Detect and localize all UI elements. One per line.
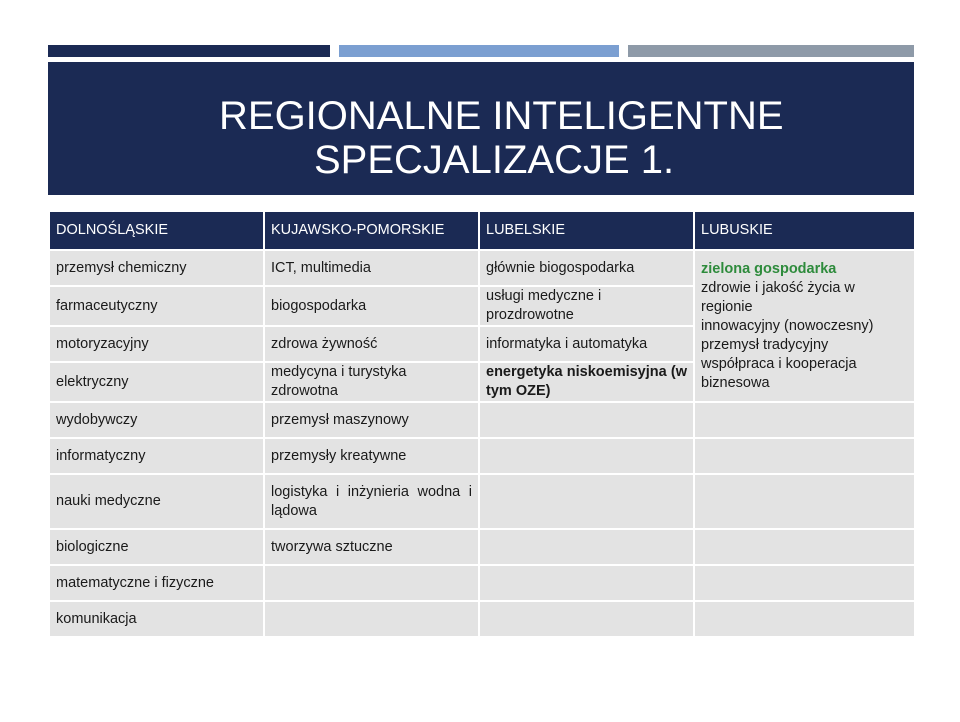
table-row [49,529,915,565]
lubuskie-item: zielona gospodarka [701,260,837,277]
table-cell: informatyczny [49,438,264,474]
table-cell: głównie biogospodarka [479,250,694,286]
column-header-lubuskie: LUBUSKIE [694,211,915,250]
top-accent-bar-blue [339,45,619,57]
table-row [49,402,915,438]
table-cell: komunikacja [49,601,264,637]
table-header-row [49,211,915,250]
table-cell: energetyka niskoemisyjna (w tym OZE) [479,362,694,402]
table-cell: informatyka i automatyka [479,326,694,362]
table-cell-empty [479,601,694,637]
table-cell: medycyna i turystyka zdrowotna [264,362,479,402]
lubuskie-item: innowacyjny (nowoczesny) przemysł tradycyjny [701,317,874,353]
table-row [49,250,915,286]
table-cell-empty [694,601,915,637]
table-cell-empty [479,529,694,565]
table-cell: przemysł chemiczny [49,250,264,286]
table-row [49,601,915,637]
specializations-table [48,210,916,638]
table-cell-empty [264,565,479,601]
table-row [49,438,915,474]
table-cell-empty [694,402,915,438]
table-cell: matematyczne i fizyczne [49,565,264,601]
table-cell: logistyka i inżynieria wodna i lądowa [264,474,479,529]
table-cell-empty [694,474,915,529]
table-cell: zdrowa żywność [264,326,479,362]
table-cell: przemysły kreatywne [264,438,479,474]
table-cell-empty [694,529,915,565]
column-header-kujawsko-pomorskie: KUJAWSKO-POMORSKIE [264,211,479,250]
top-accent-bar-grey [628,45,914,57]
title-banner [48,62,914,195]
slide-title-line-1: REGIONALNE INTELIGENTNE [219,94,784,138]
table-cell: przemysł maszynowy [264,402,479,438]
table-cell: tworzywa sztuczne [264,529,479,565]
table-cell-empty [479,565,694,601]
table-cell-empty [479,402,694,438]
table-cell: ICT, multimedia [264,250,479,286]
lubuskie-item: współpraca i kooperacja biznesowa [701,355,857,391]
table-cell-empty [479,474,694,529]
table-cell: usługi medyczne i prozdrowotne [479,286,694,326]
lubuskie-cell [694,250,915,402]
slide-title-line-2: SPECJALIZACJE 1. [314,138,675,182]
top-accent-bar-navy [48,45,330,57]
table-cell: nauki medyczne [49,474,264,529]
column-header-lubelskie: LUBELSKIE [479,211,694,250]
table-cell: elektryczny [49,362,264,402]
table-cell-empty [694,565,915,601]
column-header-dolnoslaskie: DOLNOŚLĄSKIE [49,211,264,250]
table-cell: wydobywczy [49,402,264,438]
table-cell: farmaceutyczny [49,286,264,326]
table-cell: biogospodarka [264,286,479,326]
table-cell: biologiczne [49,529,264,565]
table-cell-empty [479,438,694,474]
table-cell-empty [694,438,915,474]
table-cell-empty [264,601,479,637]
lubuskie-item: zdrowie i jakość życia w regionie [701,279,855,315]
table-cell: motoryzacyjny [49,326,264,362]
table-row [49,565,915,601]
table-row [49,474,915,529]
